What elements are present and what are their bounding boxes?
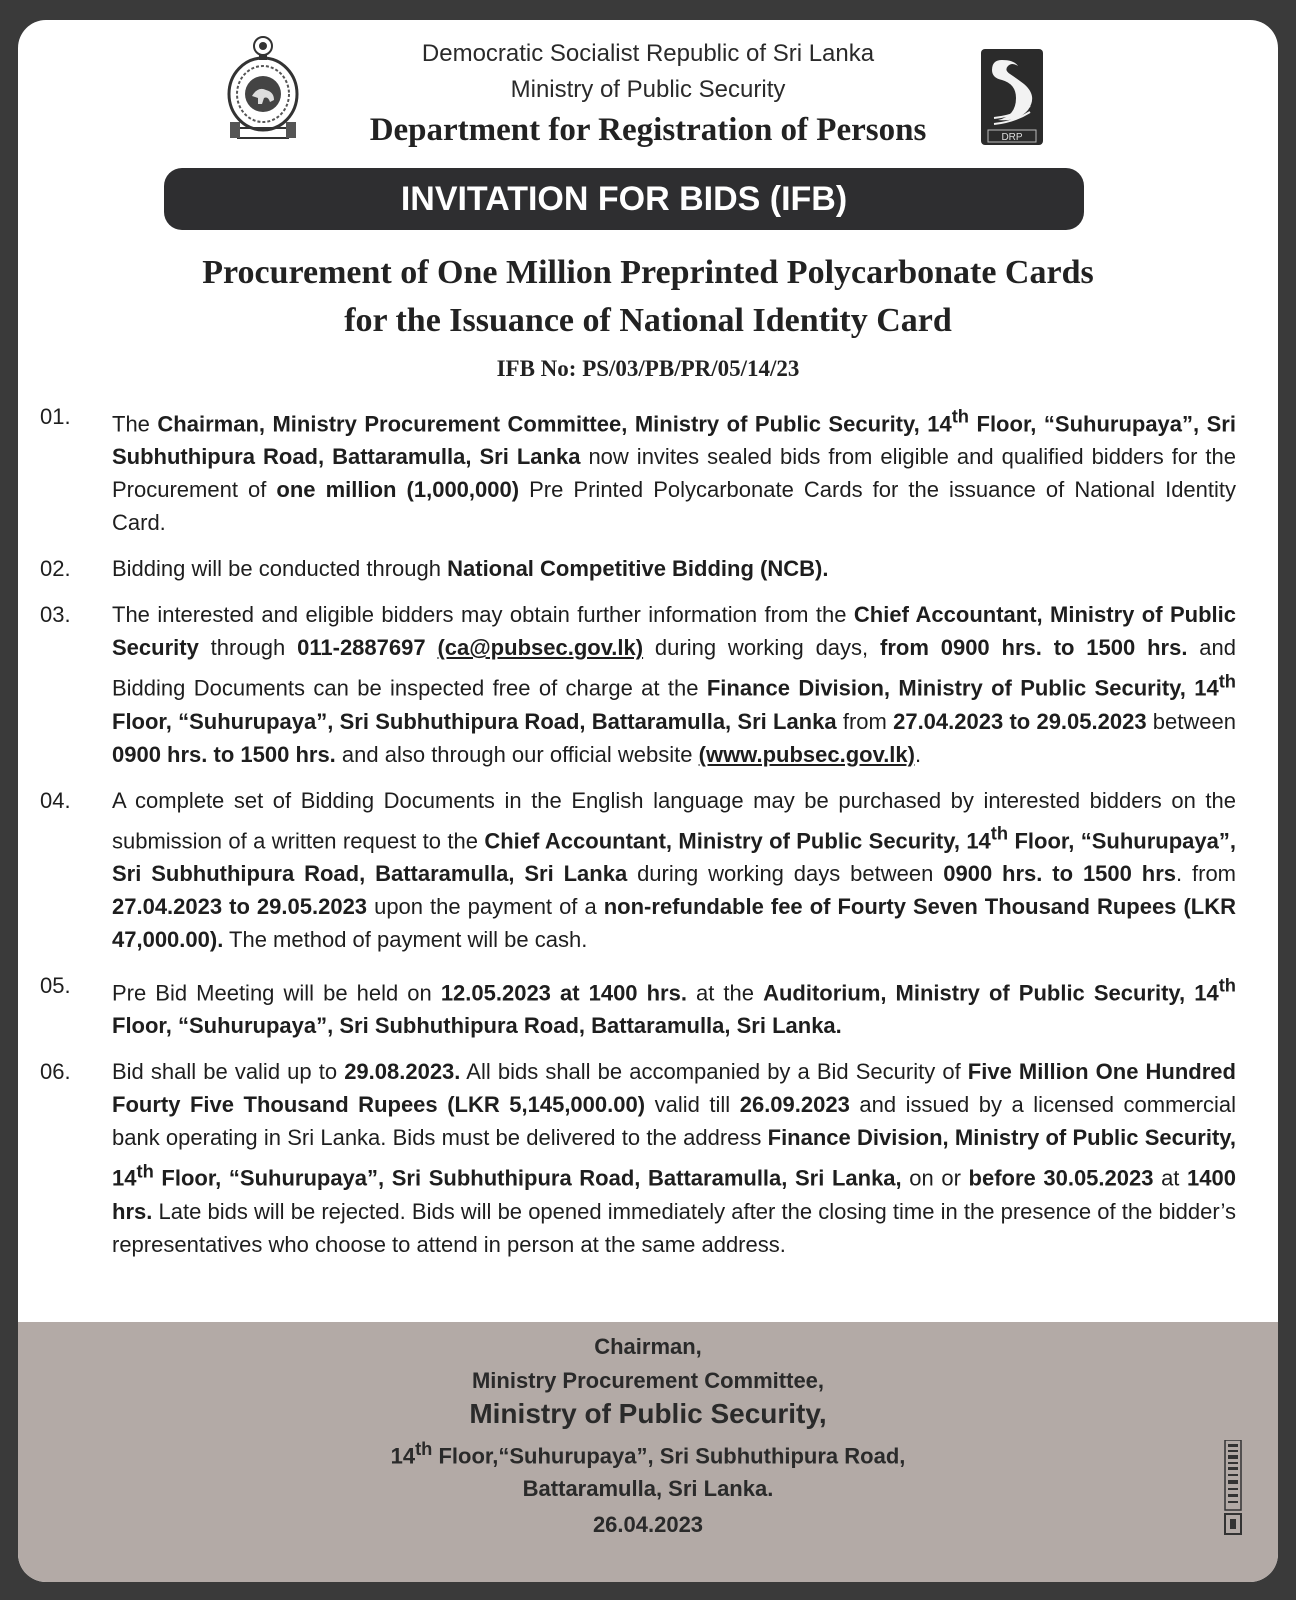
clause-number: 06. xyxy=(40,1059,71,1085)
drp-logo-text: DRP xyxy=(1001,132,1023,143)
clause xyxy=(40,552,1236,585)
clause-text: The interested and eligible bidders may obtain further information from the Chief Accountant, Ministry of Public Security through 011-2887697 (ca@pubsec.gov.lk) during working days, from 0900 hrs. to 1500 hrs. and Bidding Documents can be inspected free of charge at the Finance Division, Ministry of Public Security, 14th Floor, “Suhurupaya”, Sri Subhuthipura Road, Battaramulla, Sri Lanka from 27.04.2023 to 29.05.2023 between 0900 hrs. to 1500 hrs. and also through our official website (www.pubsec.gov.lk). xyxy=(112,602,1237,767)
bid-clauses xyxy=(40,400,1236,1274)
clause xyxy=(40,1055,1236,1260)
clause-number: 05. xyxy=(40,972,71,998)
clause-number: 02. xyxy=(40,556,71,582)
clause xyxy=(40,400,1236,539)
signatory-city: Battaramulla, Sri Lanka. xyxy=(522,1476,774,1501)
title-line-2: for the Issuance of National Identity Card xyxy=(344,302,952,339)
signature-block xyxy=(18,1322,1278,1582)
clause xyxy=(40,784,1236,956)
drp-logo xyxy=(980,48,1044,146)
barcode-icon xyxy=(1224,1440,1242,1536)
signatory-address: 14th Floor,“Suhurupaya”, Sri Subhuthipura Road, xyxy=(390,1438,906,1469)
publication-date: 26.04.2023 xyxy=(592,1512,704,1537)
clause xyxy=(40,969,1236,1042)
clause-text: A complete set of Bidding Documents in the English language may be purchased by interested bidders on the submission of a written request to the Chief Accountant, Ministry of Public Security, 14th Floor, “Suhurupaya”, Sri Subhuthipura Road, Battaramulla, Sri Lanka during working days between 0900 hrs. to 1500 hrs. from 27.04.2023 to 29.05.2023 upon the payment of a non-refundable fee of Fourty Seven Thousand Rupees (LKR 47,000.00). The method of payment will be cash. xyxy=(112,787,1237,952)
clause-text: Pre Bid Meeting will be held on 12.05.2023 at 1400 hrs. at the Auditorium, Ministry of Public Security, 14th Floor, “Suhurupaya”, Sri Subhuthipura Road, Battaramulla, Sri Lanka. xyxy=(112,974,1236,1039)
website-link[interactable]: (www.pubsec.gov.lk) xyxy=(698,741,915,767)
email-link[interactable]: (ca@pubsec.gov.lk) xyxy=(437,635,644,661)
clause-number: 01. xyxy=(40,404,71,429)
department-name: Department for Registration of Persons xyxy=(369,112,927,148)
signatory-title: Chairman, xyxy=(594,1334,702,1359)
clause-text: Bidding will be conducted through National Competitive Bidding (NCB). xyxy=(112,556,829,582)
clause-text: The Chairman, Ministry Procurement Committee, Ministry of Public Security, 14th Floor, “Suhurupaya”, Sri Subhuthipura Road, Battaramulla, Sri Lanka now invites sealed bids from eligible and qualified bidders for the Procurement of one million (1,000,000) Pre Printed Polycarbonate Cards for the issuance of National Identity Card. xyxy=(112,406,1237,536)
clause-number: 04. xyxy=(40,787,71,813)
title-line-1: Procurement of One Million Preprinted Polycarbonate Cards xyxy=(202,254,1094,291)
ifb-number: IFB No: PS/03/PB/PR/05/14/23 xyxy=(496,356,800,381)
clause xyxy=(40,598,1236,770)
country-name: Democratic Socialist Republic of Sri Lanka xyxy=(421,40,875,67)
clause-text: Bid shall be valid up to 29.08.2023. All bids shall be accompanied by a Bid Security of Five Million One Hundred Fourty Five Thousand Rupees (LKR 5,145,000.00) valid till 26.09.2023 and issued by a licensed commercial bank operating in Sri Lanka. Bids must be delivered to the address Finance Division, Ministry of Public Security, 14th Floor, “Suhurupaya”, Sri Subhuthipura Road, Battaramulla, Sri Lanka, on or before 30.05.2023 at 1400 hrs. Late bids will be rejected. Bids will be opened immediately after the closing time in the presence of the bidder’s representatives who choose to attend in person at the same address. xyxy=(112,1059,1237,1257)
header xyxy=(18,20,1278,170)
ministry-name: Ministry of Public Security xyxy=(510,76,786,103)
signatory-committee: Ministry Procurement Committee, xyxy=(471,1368,825,1393)
ifb-banner: INVITATION FOR BIDS (IFB) xyxy=(164,168,1084,230)
advertisement-page xyxy=(18,20,1278,1582)
clause-number: 03. xyxy=(40,602,71,628)
signatory-ministry: Ministry of Public Security, xyxy=(469,1398,827,1429)
